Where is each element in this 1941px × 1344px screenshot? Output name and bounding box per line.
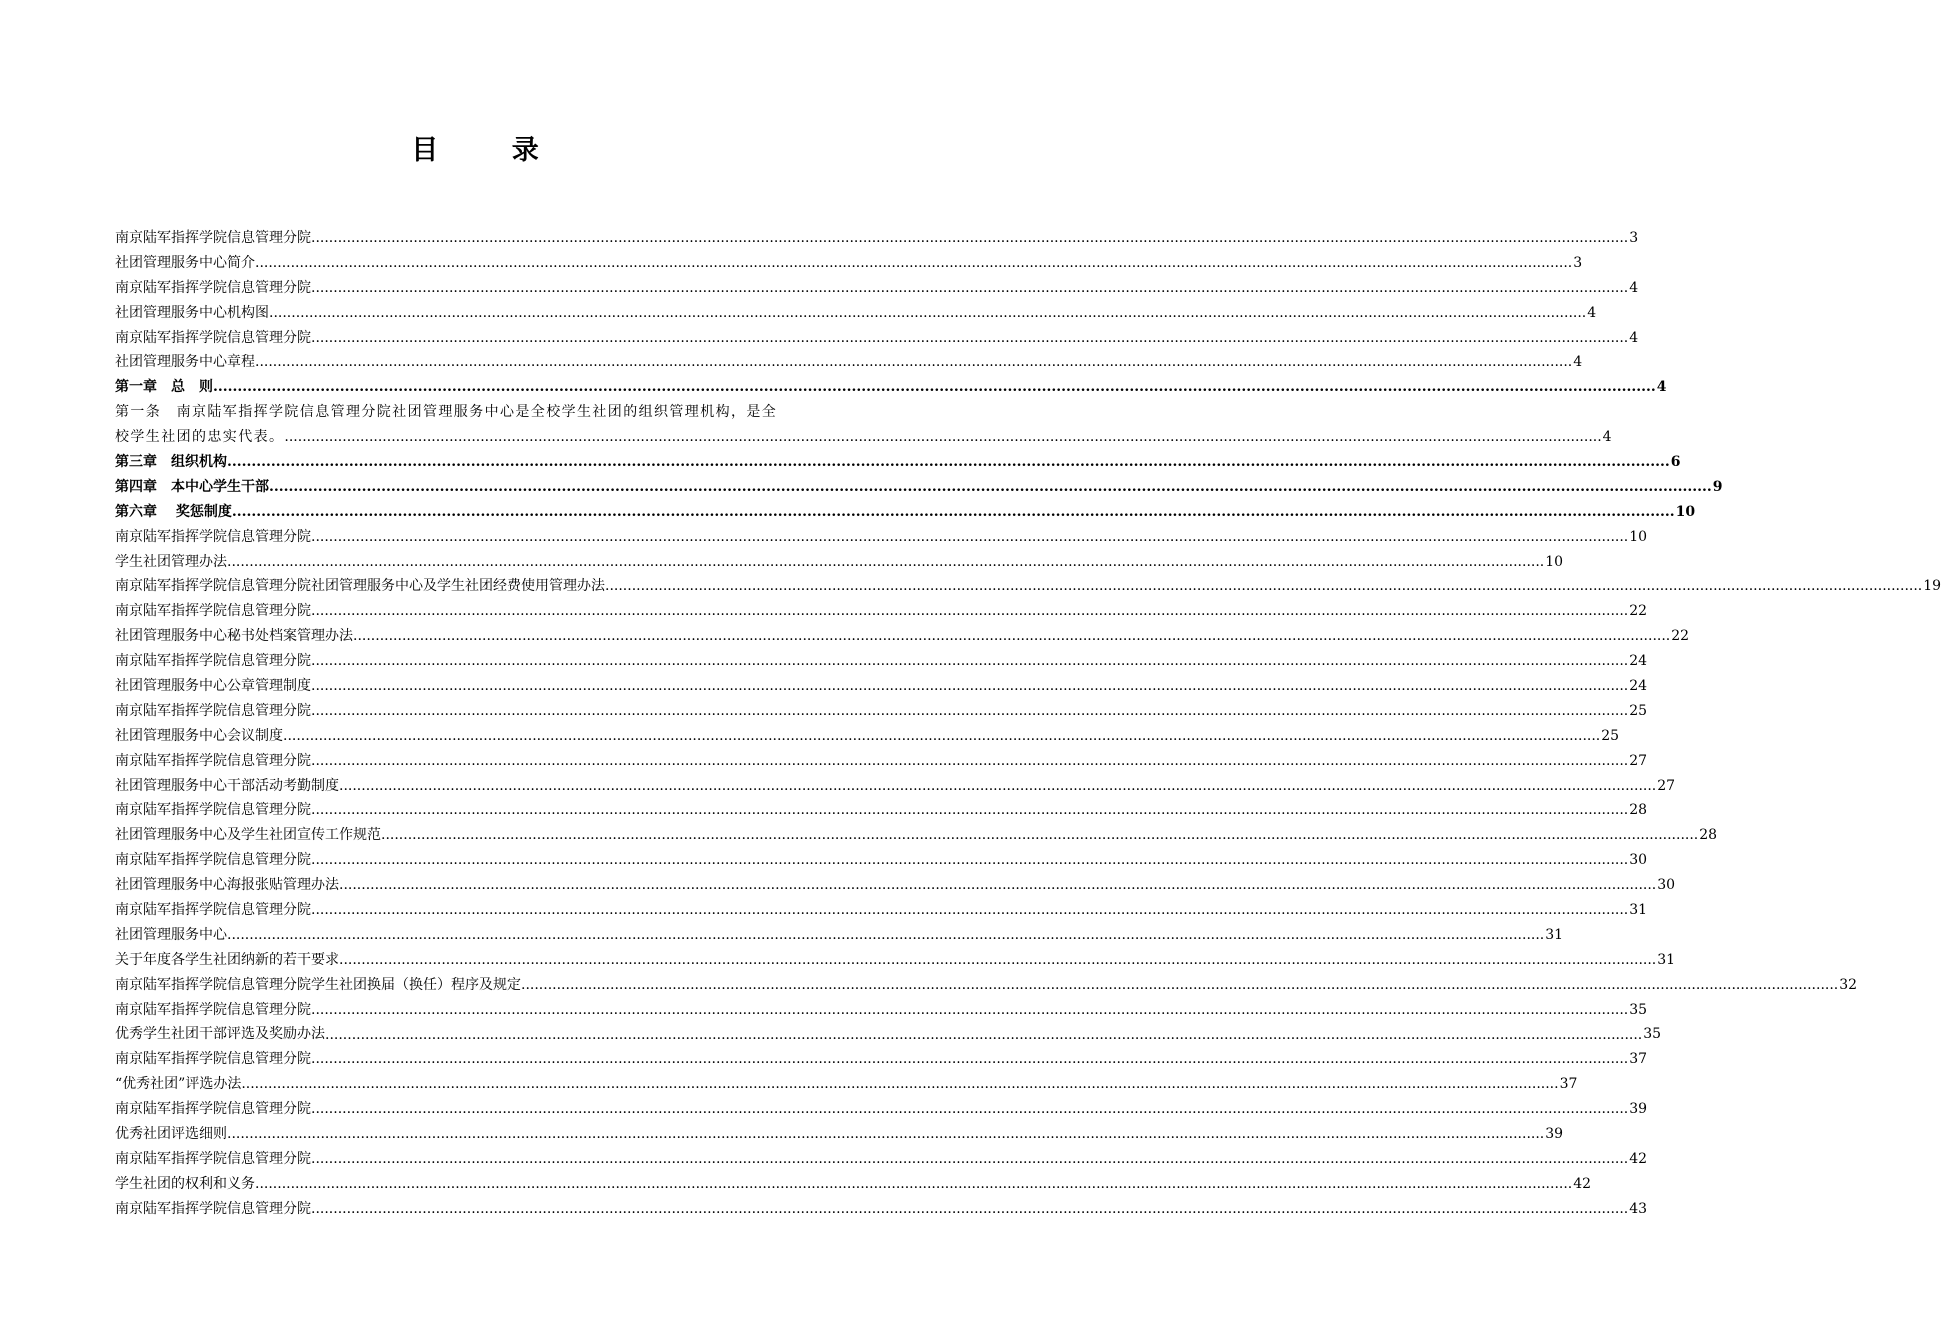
toc-page-number: 4 <box>1629 279 1639 296</box>
dot-leader <box>311 1047 1628 1072</box>
toc-page-number: 31 <box>1657 951 1676 968</box>
toc-entry-title: 第四章 本中心学生干部 <box>115 478 269 495</box>
dot-leader <box>339 774 1656 799</box>
toc-entry-title: 社团管理服务中心 <box>115 926 227 943</box>
toc-page-number: 30 <box>1629 852 1648 869</box>
dot-leader <box>311 649 1628 674</box>
toc-page-number: 27 <box>1629 752 1648 769</box>
toc-entry[interactable] <box>115 350 1583 375</box>
toc-entry-title: 第三章 组织机构 <box>115 454 227 470</box>
dot-leader <box>311 898 1628 923</box>
toc-page-number: 19 <box>1923 578 1941 595</box>
toc-page-number: 42 <box>1629 1150 1648 1167</box>
dot-leader <box>227 923 1544 948</box>
page-title: 目 录 <box>411 135 571 166</box>
dot-leader <box>311 326 1628 351</box>
toc-page-number: 32 <box>1839 976 1858 993</box>
toc-entry-title: 社团管理服务中心公章管理制度 <box>115 678 311 695</box>
toc-entry[interactable] <box>115 251 1583 276</box>
toc-page-number: 3 <box>1629 229 1639 246</box>
dot-leader <box>227 450 1670 475</box>
dot-leader <box>521 973 1838 998</box>
toc-entry-title: 南京陆军指挥学院信息管理分院 <box>115 1101 311 1118</box>
toc-entry-title: 南京陆军指挥学院信息管理分院 <box>115 1051 311 1068</box>
toc-page-number: 3 <box>1573 254 1583 271</box>
toc-entry[interactable] <box>115 400 1612 450</box>
toc-entry[interactable] <box>115 998 1648 1023</box>
toc-entry-title: 南京陆军指挥学院信息管理分院 <box>115 1200 311 1217</box>
toc-entry[interactable] <box>115 948 1676 973</box>
dot-leader <box>311 525 1628 550</box>
toc-entry-title: 社团管理服务中心会议制度 <box>115 727 283 744</box>
toc-entry-title: 社团管理服务中心章程 <box>115 354 255 371</box>
toc-entry[interactable] <box>115 375 1667 400</box>
dot-leader <box>311 798 1628 823</box>
toc-entry-title: 关于年度各学生社团纳新的若干要求 <box>115 951 339 968</box>
toc-entry-title: 第一条 南京陆军指挥学院信息管理分院社团管理服务中心是全校学生社团的组织管理机构，是全 <box>115 404 778 421</box>
toc-page-number: 28 <box>1699 827 1718 844</box>
dot-leader <box>232 500 1675 525</box>
toc-page-number: 27 <box>1657 777 1676 794</box>
toc-page-number: 31 <box>1545 926 1564 943</box>
toc-entry[interactable] <box>115 500 1696 525</box>
toc-entry-title: 南京陆军指挥学院信息管理分院 <box>115 902 311 919</box>
toc-entry[interactable] <box>115 1147 1648 1172</box>
dot-leader <box>311 998 1628 1023</box>
toc-entry-title: 社团管理服务中心干部活动考勤制度 <box>115 777 339 794</box>
toc-entry[interactable] <box>115 1023 1662 1048</box>
dot-leader <box>605 574 1922 599</box>
toc-entry[interactable] <box>115 649 1648 674</box>
toc-entry[interactable] <box>115 1197 1648 1222</box>
toc-entry[interactable] <box>115 798 1648 823</box>
table-of-contents <box>115 226 1941 1222</box>
dot-leader <box>227 550 1544 575</box>
toc-entry[interactable] <box>115 450 1681 475</box>
toc-entry-title: 社团管理服务中心及学生社团宣传工作规范 <box>115 827 381 844</box>
toc-entry[interactable] <box>115 699 1648 724</box>
toc-page-number: 4 <box>1587 304 1597 321</box>
toc-entry[interactable] <box>115 674 1648 699</box>
toc-page-number: 25 <box>1629 702 1648 719</box>
dot-leader <box>269 301 1586 326</box>
toc-entry-title: 南京陆军指挥学院信息管理分院 <box>115 852 311 869</box>
toc-entry-title: 南京陆军指挥学院信息管理分院社团管理服务中心及学生社团经费使用管理办法 <box>115 578 605 595</box>
toc-entry[interactable] <box>115 774 1676 799</box>
toc-page-number: 4 <box>1602 429 1612 446</box>
toc-page-number: 4 <box>1656 379 1667 396</box>
toc-entry[interactable] <box>115 326 1639 351</box>
toc-page-number: 39 <box>1629 1101 1648 1118</box>
toc-entry-title: 南京陆军指挥学院信息管理分院 <box>115 528 311 545</box>
dot-leader <box>255 1172 1572 1197</box>
toc-entry-title: 南京陆军指挥学院信息管理分院学生社团换届（换任）程序及规定 <box>115 976 521 993</box>
toc-page-number: 10 <box>1545 553 1564 570</box>
toc-entry[interactable] <box>115 550 1564 575</box>
toc-page-number: 43 <box>1629 1200 1648 1217</box>
toc-entry[interactable] <box>115 624 1690 649</box>
dot-leader <box>311 674 1628 699</box>
toc-entry[interactable] <box>115 525 1648 550</box>
toc-entry-title-continued: 校学生社团的忠实代表。 <box>115 429 285 446</box>
toc-entry[interactable] <box>115 848 1648 873</box>
toc-entry-title: 社团管理服务中心海报张贴管理办法 <box>115 877 339 894</box>
toc-entry-title: 南京陆军指挥学院信息管理分院 <box>115 329 311 346</box>
toc-entry[interactable] <box>115 823 1718 848</box>
toc-page-number: 28 <box>1629 802 1648 819</box>
toc-page-number: 42 <box>1573 1175 1592 1192</box>
dot-leader <box>283 724 1600 749</box>
toc-entry[interactable] <box>115 1122 1564 1147</box>
toc-entry[interactable] <box>115 749 1648 774</box>
toc-entry[interactable] <box>115 1072 1578 1097</box>
toc-page-number: 30 <box>1657 877 1676 894</box>
toc-entry[interactable] <box>115 226 1639 251</box>
toc-entry-title: “优秀社团”评选办法 <box>115 1076 242 1093</box>
toc-page-number: 35 <box>1629 1001 1648 1018</box>
dot-leader <box>269 475 1712 500</box>
dot-leader <box>339 948 1656 973</box>
toc-entry-title: 第六章 奖惩制度 <box>115 503 232 520</box>
dot-leader <box>227 1122 1544 1147</box>
toc-entry[interactable] <box>115 898 1648 923</box>
dot-leader <box>311 1097 1628 1122</box>
toc-page-number: 10 <box>1675 503 1696 520</box>
toc-entry-title: 南京陆军指挥学院信息管理分院 <box>115 653 311 670</box>
dot-leader <box>325 1023 1642 1048</box>
toc-entry-title: 优秀学生社团干部评选及奖励办法 <box>115 1026 325 1043</box>
dot-leader <box>241 1072 1558 1097</box>
toc-entry[interactable] <box>115 599 1648 624</box>
toc-page-number: 6 <box>1670 454 1681 470</box>
toc-page-number: 37 <box>1629 1051 1648 1068</box>
toc-entry-title: 南京陆军指挥学院信息管理分院 <box>115 1001 311 1018</box>
dot-leader <box>311 599 1628 624</box>
dot-leader <box>353 624 1670 649</box>
toc-page-number: 37 <box>1559 1076 1578 1093</box>
toc-entry-title: 南京陆军指挥学院信息管理分院 <box>115 229 311 246</box>
dot-leader <box>255 350 1572 375</box>
toc-entry[interactable] <box>115 574 1941 599</box>
toc-page-number: 24 <box>1629 678 1648 695</box>
dot-leader <box>255 251 1572 276</box>
toc-entry-title: 南京陆军指挥学院信息管理分院 <box>115 1150 311 1167</box>
toc-entry-title: 南京陆军指挥学院信息管理分院 <box>115 603 311 620</box>
dot-leader <box>311 699 1628 724</box>
toc-page-number: 39 <box>1545 1126 1564 1143</box>
toc-entry-title: 社团管理服务中心机构图 <box>115 304 269 321</box>
toc-page-number: 35 <box>1643 1026 1662 1043</box>
toc-entry[interactable] <box>115 923 1564 948</box>
toc-entry[interactable] <box>115 873 1676 898</box>
toc-entry-title: 南京陆军指挥学院信息管理分院 <box>115 752 311 769</box>
toc-page-number: 22 <box>1671 628 1690 645</box>
toc-entry-title: 第一章 总 则 <box>115 379 213 396</box>
toc-entry[interactable] <box>115 1097 1648 1122</box>
dot-leader <box>213 375 1656 400</box>
toc-entry-title: 学生社团的权利和义务 <box>115 1175 255 1192</box>
toc-entry-title: 社团管理服务中心秘书处档案管理办法 <box>115 628 353 645</box>
dot-leader <box>311 749 1628 774</box>
toc-page-number: 25 <box>1601 727 1620 744</box>
dot-leader <box>311 1197 1628 1222</box>
toc-entry[interactable] <box>115 276 1639 301</box>
toc-entry-title: 学生社团管理办法 <box>115 553 227 570</box>
dot-leader <box>284 425 1601 450</box>
toc-entry[interactable] <box>115 1047 1648 1072</box>
toc-page-number: 10 <box>1629 528 1648 545</box>
toc-page-number: 4 <box>1629 329 1639 346</box>
toc-entry-title: 优秀社团评选细则 <box>115 1126 227 1143</box>
toc-page-number: 9 <box>1712 478 1723 495</box>
dot-leader <box>381 823 1698 848</box>
toc-page-number: 4 <box>1573 354 1583 371</box>
toc-entry[interactable] <box>115 724 1620 749</box>
toc-entry-title: 社团管理服务中心简介 <box>115 254 255 271</box>
toc-entry[interactable] <box>115 1172 1592 1197</box>
toc-page-number: 31 <box>1629 902 1648 919</box>
toc-page-number: 24 <box>1629 653 1648 670</box>
toc-entry-title: 南京陆军指挥学院信息管理分院 <box>115 802 311 819</box>
toc-entry-title: 南京陆军指挥学院信息管理分院 <box>115 279 311 296</box>
toc-page-number: 22 <box>1629 603 1648 620</box>
dot-leader <box>311 848 1628 873</box>
toc-entry[interactable] <box>115 973 1858 998</box>
dot-leader <box>311 276 1628 301</box>
toc-entry[interactable] <box>115 475 1723 500</box>
toc-entry[interactable] <box>115 301 1597 326</box>
dot-leader <box>311 226 1628 251</box>
dot-leader <box>311 1147 1628 1172</box>
toc-entry-title: 南京陆军指挥学院信息管理分院 <box>115 702 311 719</box>
dot-leader <box>339 873 1656 898</box>
